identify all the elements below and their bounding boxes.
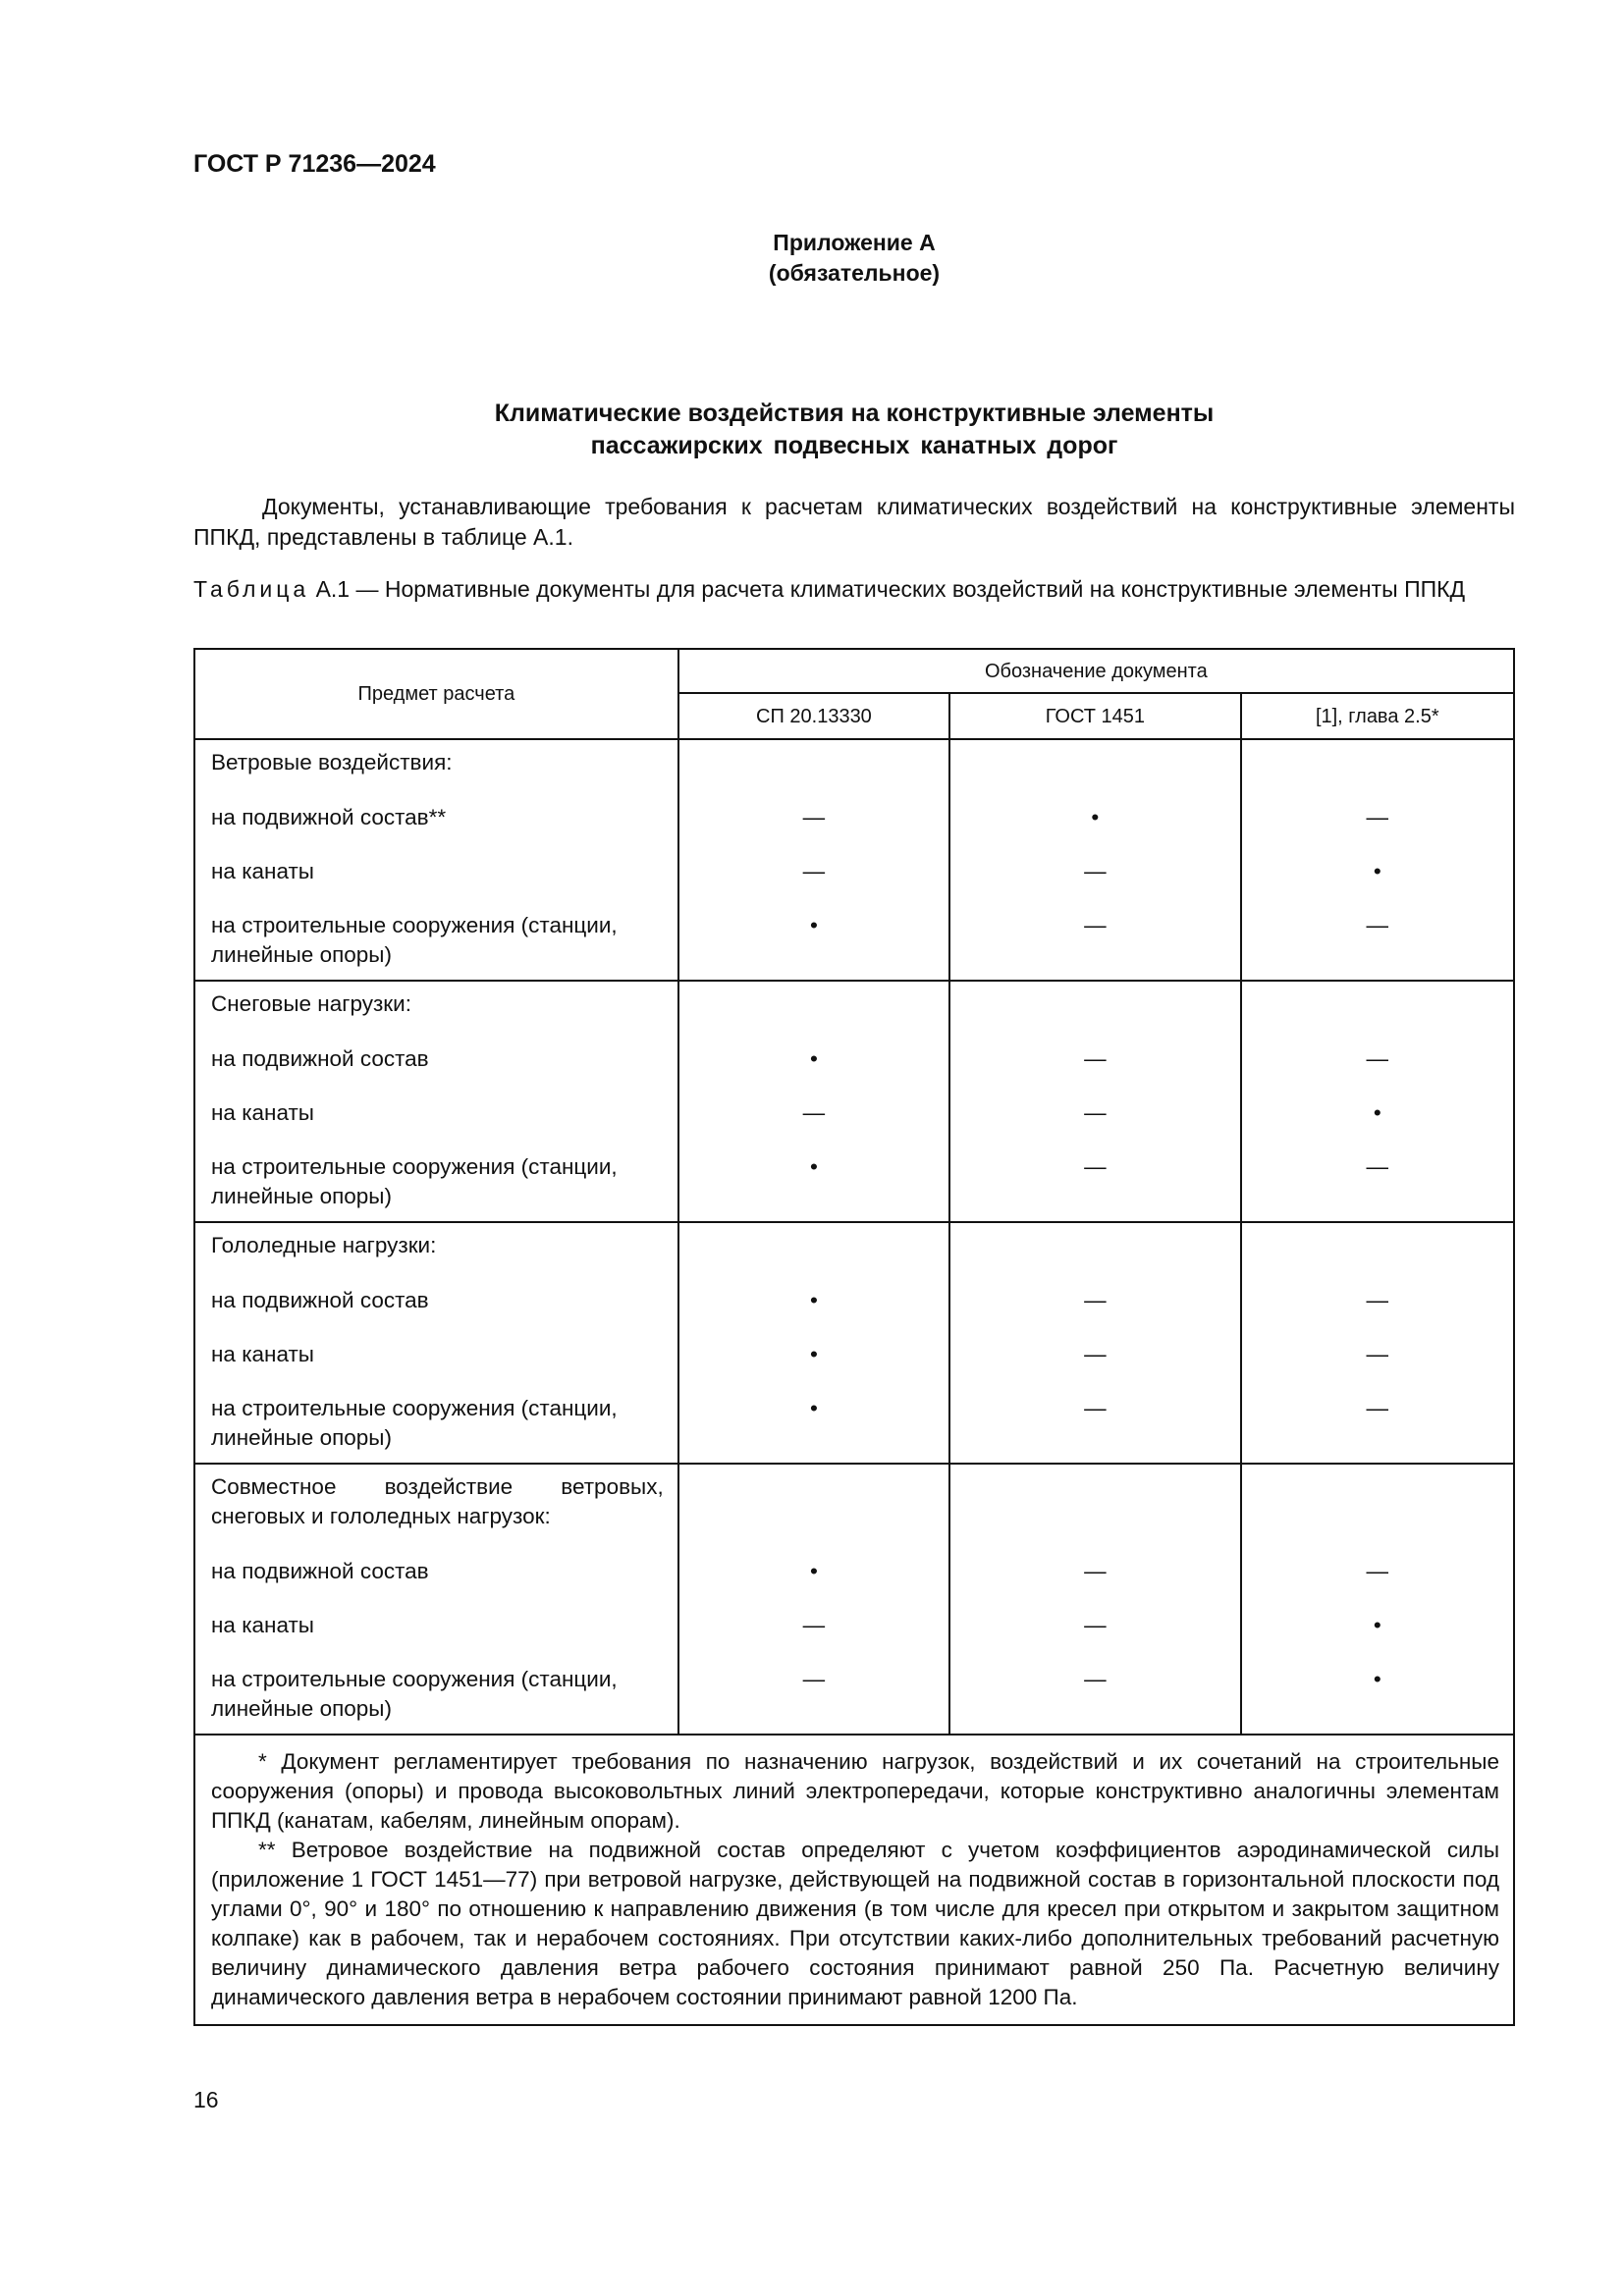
applicable-mark: • xyxy=(1373,1667,1381,1691)
table-row xyxy=(194,1598,1514,1652)
mark-cell xyxy=(678,1381,949,1464)
mark-cell xyxy=(949,1086,1240,1140)
applicable-mark: • xyxy=(1373,859,1381,883)
not-applicable-mark: — xyxy=(1366,913,1389,937)
mark-cell xyxy=(678,1086,949,1140)
mark-cell xyxy=(678,1273,949,1327)
not-applicable-mark: — xyxy=(1366,1342,1389,1366)
table-row xyxy=(194,1086,1514,1140)
group-title: Гололедные нагрузки: xyxy=(194,1222,678,1273)
empty-cell xyxy=(949,739,1240,790)
mark-cell xyxy=(1241,1381,1514,1464)
empty-cell xyxy=(949,1222,1240,1273)
row-label: на канаты xyxy=(194,1598,678,1652)
not-applicable-mark: — xyxy=(1084,913,1107,937)
page-number: 16 xyxy=(193,2087,219,2112)
not-applicable-mark: — xyxy=(1366,1154,1389,1179)
table-row xyxy=(194,1544,1514,1598)
not-applicable-mark: — xyxy=(1084,1396,1107,1420)
table-row xyxy=(194,1652,1514,1735)
mark-cell xyxy=(1241,1544,1514,1598)
table-group-row xyxy=(194,739,1514,790)
mark-cell xyxy=(949,1140,1240,1222)
empty-cell xyxy=(678,1464,949,1544)
not-applicable-mark: — xyxy=(1366,1288,1389,1312)
mark-cell xyxy=(949,1381,1240,1464)
header-subject: Предмет расчета xyxy=(194,649,678,739)
row-label: на подвижной состав xyxy=(194,1032,678,1086)
row-label: на канаты xyxy=(194,844,678,898)
empty-cell xyxy=(1241,739,1514,790)
mark-cell xyxy=(678,1544,949,1598)
mark-cell xyxy=(1241,898,1514,981)
not-applicable-mark: — xyxy=(802,1667,826,1691)
mark-cell xyxy=(949,790,1240,844)
row-label: на строительные сооружения (станции, линейные опоры) xyxy=(194,1381,678,1464)
empty-cell xyxy=(949,1464,1240,1544)
table-row xyxy=(194,1140,1514,1222)
mark-cell xyxy=(949,1032,1240,1086)
footnote-1: * Документ регламентирует требования по назначению нагрузок, воздействий и их сочетаний на строительные сооружения (опоры) и провода высоковольтных линий электропередачи, которые конструктивно аналогичны элементам ППКД (канатам, кабелям, линейным опорам). xyxy=(211,1749,1499,1833)
table-group-row xyxy=(194,981,1514,1032)
section-title-line1: Климатические воздействия на конструктивные элементы xyxy=(494,400,1215,427)
not-applicable-mark: — xyxy=(1366,1396,1389,1420)
mark-cell xyxy=(678,1032,949,1086)
mark-cell xyxy=(949,844,1240,898)
not-applicable-mark: — xyxy=(1084,1100,1107,1125)
empty-cell xyxy=(1241,1464,1514,1544)
intro-paragraph xyxy=(193,492,1515,553)
table-footnotes xyxy=(194,1735,1514,2025)
table-row xyxy=(194,1273,1514,1327)
not-applicable-mark: — xyxy=(1366,805,1389,829)
mark-cell xyxy=(1241,1086,1514,1140)
mark-cell xyxy=(949,1652,1240,1735)
not-applicable-mark: — xyxy=(1084,859,1107,883)
mark-cell xyxy=(1241,1327,1514,1381)
not-applicable-mark: — xyxy=(802,1100,826,1125)
not-applicable-mark: — xyxy=(1084,1342,1107,1366)
mark-cell xyxy=(949,898,1240,981)
header-col-gost: ГОСТ 1451 xyxy=(949,693,1240,739)
applicable-mark: • xyxy=(809,1396,818,1420)
document-code: ГОСТ Р 71236—2024 xyxy=(193,150,436,178)
row-label: на канаты xyxy=(194,1327,678,1381)
table-row xyxy=(194,1381,1514,1464)
row-label: на подвижной состав xyxy=(194,1273,678,1327)
applicable-mark: • xyxy=(809,1288,818,1312)
table-row xyxy=(194,1327,1514,1381)
not-applicable-mark: — xyxy=(1084,1154,1107,1179)
table-caption-text: А.1 — Нормативные документы для расчета климатических воздействий на конструктивные элементы ППКД xyxy=(309,576,1466,602)
table-row xyxy=(194,1032,1514,1086)
not-applicable-mark: — xyxy=(1084,1046,1107,1071)
applicable-mark: • xyxy=(809,1559,818,1583)
table-row xyxy=(194,898,1514,981)
not-applicable-mark: — xyxy=(1084,1667,1107,1691)
not-applicable-mark: — xyxy=(1084,1613,1107,1637)
mark-cell xyxy=(949,1544,1240,1598)
table-group-row xyxy=(194,1222,1514,1273)
group-title: Ветровые воздействия: xyxy=(194,739,678,790)
not-applicable-mark: — xyxy=(802,805,826,829)
row-label: на строительные сооружения (станции, линейные опоры) xyxy=(194,898,678,981)
annex-status: (обязательное) xyxy=(768,260,941,286)
mark-cell xyxy=(1241,1032,1514,1086)
not-applicable-mark: — xyxy=(802,859,826,883)
not-applicable-mark: — xyxy=(1366,1046,1389,1071)
header-col-sp: СП 20.13330 xyxy=(678,693,949,739)
not-applicable-mark: — xyxy=(1366,1559,1389,1583)
empty-cell xyxy=(678,1222,949,1273)
mark-cell xyxy=(949,1327,1240,1381)
empty-cell xyxy=(678,981,949,1032)
mark-cell xyxy=(678,790,949,844)
mark-cell xyxy=(1241,1652,1514,1735)
applicable-mark: • xyxy=(809,1046,818,1071)
not-applicable-mark: — xyxy=(1084,1288,1107,1312)
applicable-mark: • xyxy=(809,1154,818,1179)
mark-cell xyxy=(678,1327,949,1381)
mark-cell xyxy=(678,898,949,981)
climate-documents-table xyxy=(193,648,1515,2026)
mark-cell xyxy=(949,1273,1240,1327)
mark-cell xyxy=(678,1140,949,1222)
applicable-mark: • xyxy=(809,913,818,937)
mark-cell xyxy=(678,1598,949,1652)
not-applicable-mark: — xyxy=(802,1613,826,1637)
applicable-mark: • xyxy=(1091,805,1100,829)
table-caption-prefix: Таблица xyxy=(193,576,310,602)
empty-cell xyxy=(1241,1222,1514,1273)
mark-cell xyxy=(1241,1598,1514,1652)
not-applicable-mark: — xyxy=(1084,1559,1107,1583)
applicable-mark: • xyxy=(1373,1100,1381,1125)
table-row xyxy=(194,844,1514,898)
empty-cell xyxy=(678,739,949,790)
applicable-mark: • xyxy=(1373,1613,1381,1637)
mark-cell xyxy=(1241,790,1514,844)
row-label: на строительные сооружения (станции, линейные опоры) xyxy=(194,1140,678,1222)
group-title: Снеговые нагрузки: xyxy=(194,981,678,1032)
mark-cell xyxy=(1241,1140,1514,1222)
section-title-line2: пассажирских подвесных канатных дорог xyxy=(590,432,1118,459)
row-label: на подвижной состав xyxy=(194,1544,678,1598)
mark-cell xyxy=(1241,1273,1514,1327)
empty-cell xyxy=(949,981,1240,1032)
header-doc-group: Обозначение документа xyxy=(678,649,1514,693)
header-col-ref: [1], глава 2.5* xyxy=(1241,693,1514,739)
table-row xyxy=(194,790,1514,844)
row-label: на подвижной состав** xyxy=(194,790,678,844)
mark-cell xyxy=(949,1598,1240,1652)
mark-cell xyxy=(678,1652,949,1735)
annex-title: Приложение А xyxy=(773,230,936,255)
section-title xyxy=(0,398,1624,462)
table-caption xyxy=(193,574,1515,605)
intro-text: Документы, устанавливающие требования к расчетам климатических воздействий на конструктивные элементы ППКД, представлены в таблице А.1. xyxy=(193,494,1515,550)
empty-cell xyxy=(1241,981,1514,1032)
row-label: на канаты xyxy=(194,1086,678,1140)
applicable-mark: • xyxy=(809,1342,818,1366)
table-body xyxy=(194,739,1514,1735)
mark-cell xyxy=(678,844,949,898)
group-title: Совместное воздействие ветровых, снеговых и гололедных нагрузок: xyxy=(194,1464,678,1544)
row-label: на строительные сооружения (станции, линейные опоры) xyxy=(194,1652,678,1735)
mark-cell xyxy=(1241,844,1514,898)
annex-heading xyxy=(0,228,1624,289)
table-group-row xyxy=(194,1464,1514,1544)
footnote-2: ** Ветровое воздействие на подвижной состав определяют с учетом коэффициентов аэродинамической силы (приложение 1 ГОСТ 1451—77) при ветровой нагрузке, действующей на подвижной состав в горизонтальной плоскости под углами 0°, 90° и 180° по отношению к направлению движения (в том числе для кресел при открытом и закрытом защитном колпаке) как в рабочем, так и нерабочем состояниях. При отсутствии каких-либо дополнительных требований расчетную величину динамического давления ветра рабочего состояния принимают равной 250 Па. Расчетную величину динамического давления ветра в нерабочем состоянии принимают равной 1200 Па. xyxy=(211,1838,1499,2009)
